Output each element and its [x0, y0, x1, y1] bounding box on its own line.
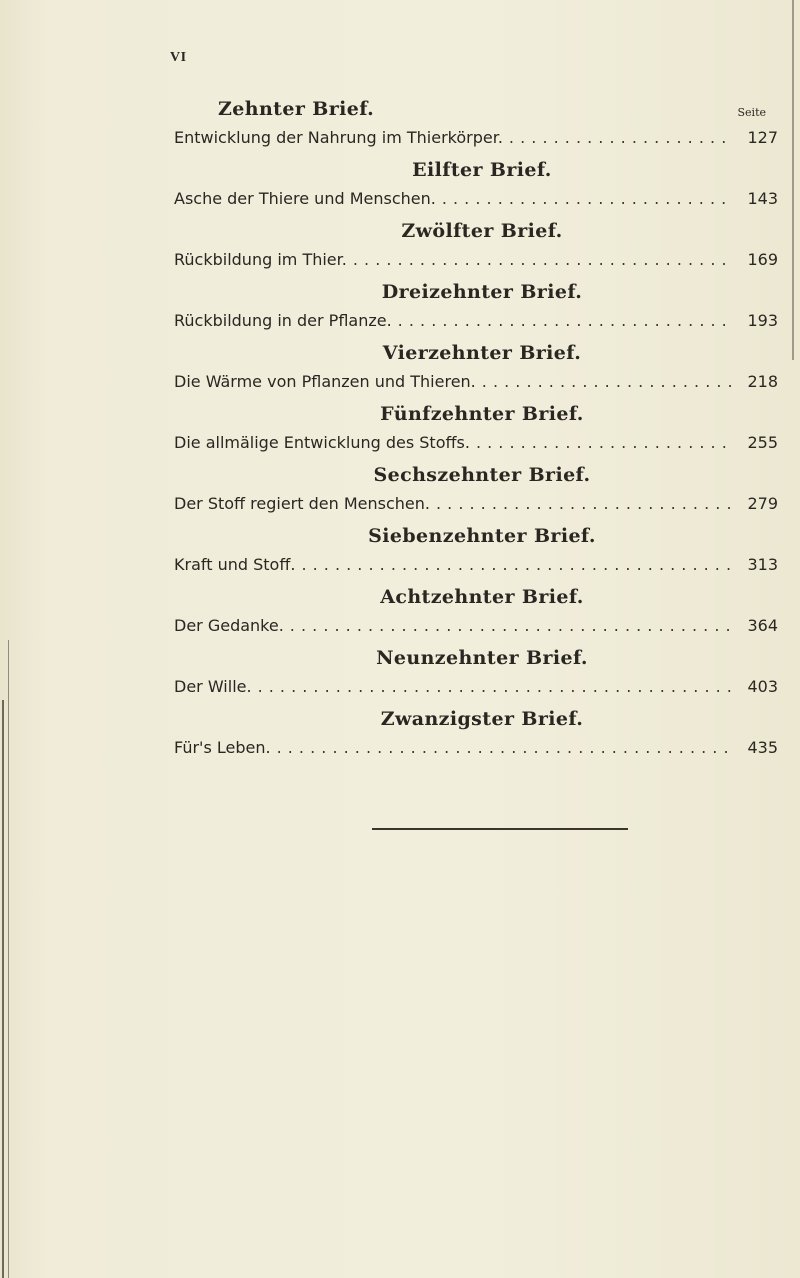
chapter-heading-row	[174, 645, 790, 677]
entry-page-number: 403	[747, 677, 778, 696]
entry-title: Für's Leben.	[174, 738, 271, 757]
entry-title: Rückbildung in der Pflanze.	[174, 311, 392, 330]
seite-label: Seite	[737, 106, 766, 119]
chapter-heading: Zehnter Brief.	[218, 98, 375, 120]
entry-page-number: 218	[747, 372, 778, 391]
chapter-heading: Siebenzehnter Brief.	[368, 525, 596, 547]
dot-leader	[436, 494, 732, 513]
entry-title: Kraft und Stoff.	[174, 555, 296, 574]
chapter-heading-row	[174, 584, 790, 616]
toc-entry	[174, 250, 790, 279]
entry-title: Entwicklung der Nahrung im Thierkörper.	[174, 128, 503, 147]
dot-leader	[353, 250, 732, 269]
chapter-heading-row	[174, 706, 790, 738]
entry-page-number: 364	[747, 616, 778, 635]
chapter-heading: Dreizehnter Brief.	[381, 281, 583, 303]
entry-page-number: 127	[747, 128, 778, 147]
dot-leader	[398, 311, 732, 330]
dot-leader	[442, 189, 732, 208]
chapter-heading: Sechszehnter Brief.	[373, 464, 591, 486]
dot-leader	[509, 128, 732, 147]
chapter-heading-row	[174, 157, 790, 189]
toc-entry	[174, 433, 790, 462]
chapter-heading: Zwölfter Brief.	[401, 220, 563, 242]
entry-title: Der Gedanke.	[174, 616, 284, 635]
entry-title: Rückbildung im Thier.	[174, 250, 347, 269]
entry-page-number: 313	[747, 555, 778, 574]
entry-title: Asche der Thiere und Menschen.	[174, 189, 436, 208]
toc-entry	[174, 494, 790, 523]
chapter-heading: Achtzehnter Brief.	[380, 586, 584, 608]
entry-page-number: 279	[747, 494, 778, 513]
entry-page-number: 143	[747, 189, 778, 208]
chapter-heading: Zwanzigster Brief.	[380, 708, 584, 730]
end-rule	[372, 828, 628, 830]
toc-entry	[174, 128, 790, 157]
toc-entry	[174, 677, 790, 706]
table-of-contents	[174, 96, 790, 767]
chapter-heading-row	[174, 462, 790, 494]
toc-entry	[174, 555, 790, 584]
dot-leader	[482, 372, 732, 391]
entry-title: Die allmälige Entwicklung des Stoffs.	[174, 433, 470, 452]
entry-page-number: 169	[747, 250, 778, 269]
chapter-heading-row	[174, 279, 790, 311]
toc-entry	[174, 616, 790, 645]
entry-page-number: 255	[747, 433, 778, 452]
page-folio: VI	[170, 50, 187, 65]
gutter-shadow	[8, 640, 9, 1278]
chapter-heading-row	[174, 218, 790, 250]
toc-entry	[174, 311, 790, 340]
chapter-heading: Vierzehnter Brief.	[382, 342, 582, 364]
entry-title: Der Wille.	[174, 677, 252, 696]
dot-leader	[301, 555, 732, 574]
toc-entry	[174, 372, 790, 401]
entry-page-number: 435	[747, 738, 778, 757]
chapter-heading-row	[174, 96, 790, 128]
dot-leader	[476, 433, 732, 452]
chapter-heading-row	[174, 401, 790, 433]
entry-title: Der Stoff regiert den Menschen.	[174, 494, 430, 513]
dot-leader	[258, 677, 732, 696]
entry-page-number: 193	[747, 311, 778, 330]
chapter-heading-row	[174, 340, 790, 372]
page-edge	[792, 0, 794, 360]
dot-leader	[277, 738, 732, 757]
chapter-heading: Neunzehnter Brief.	[376, 647, 588, 669]
dot-leader	[290, 616, 732, 635]
toc-entry	[174, 738, 790, 767]
toc-entry	[174, 189, 790, 218]
chapter-heading: Eilfter Brief.	[412, 159, 552, 181]
chapter-heading-row	[174, 523, 790, 555]
chapter-heading: Fünfzehnter Brief.	[380, 403, 584, 425]
entry-title: Die Wärme von Pflanzen und Thieren.	[174, 372, 476, 391]
gutter-shadow	[2, 700, 4, 1278]
